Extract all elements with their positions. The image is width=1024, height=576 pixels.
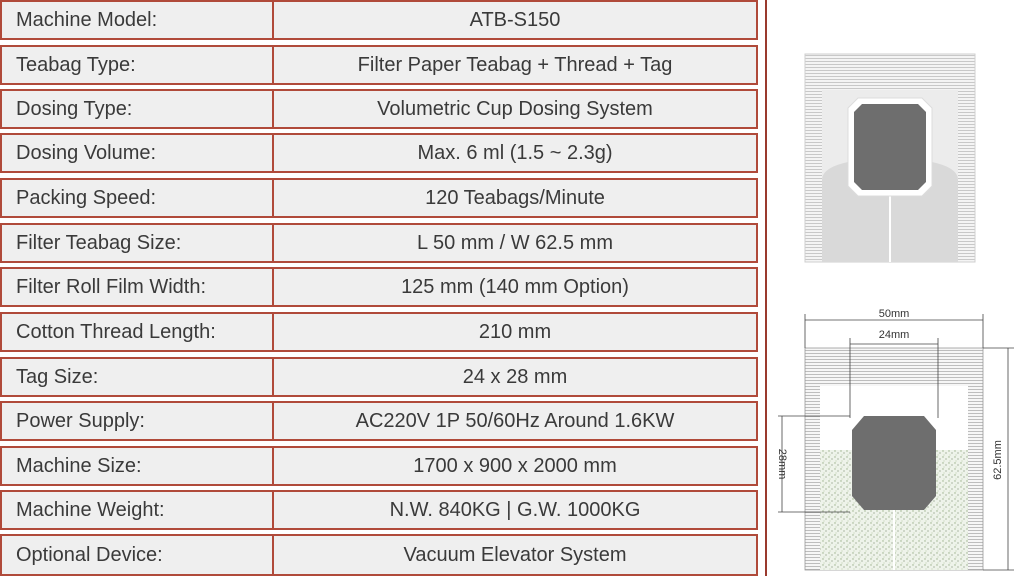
teabag-dimension-drawing [768,300,1022,574]
height-dimension-label: 62.5mm [992,440,1004,480]
spec-label: Filter Roll Film Width: [2,269,274,305]
spec-value: Volumetric Cup Dosing System [377,97,653,120]
spec-label: Dosing Volume: [2,135,274,171]
spec-value: Max. 6 ml (1.5 ~ 2.3g) [417,141,613,164]
spec-row [0,89,758,129]
spec-value: 210 mm [478,320,552,343]
spec-label: Power Supply: [2,403,274,439]
spec-label: Machine Model: [2,2,274,38]
spec-row [0,357,758,397]
spec-row [0,178,758,218]
spec-row [0,490,758,530]
spec-label: Teabag Type: [2,47,274,83]
spec-row [0,401,758,441]
spec-label: Dosing Type: [2,91,274,127]
spec-value: 24 x 28 mm [462,365,568,388]
spec-value: N.W. 840KG | G.W. 1000KG [389,498,641,521]
spec-value: 120 Teabags/Minute [425,186,605,209]
spec-value: ATB-S150 [469,8,561,31]
spec-label: Cotton Thread Length: [2,314,274,350]
spec-row [0,312,758,352]
spec-row [0,267,758,307]
teabag-illustration [800,50,982,265]
spec-row [0,223,758,263]
tag-height-dimension-label: 28mm [776,448,788,480]
spec-value: Vacuum Elevator System [403,543,627,566]
spec-row [0,45,758,85]
spec-label: Filter Teabag Size: [2,225,274,261]
spec-row [0,446,758,486]
spec-value: 1700 x 900 x 2000 mm [413,454,617,477]
spec-label: Machine Weight: [2,492,274,528]
tag-width-dimension-label: 24mm [878,329,910,341]
spec-row [0,534,758,576]
spec-value: L 50 mm / W 62.5 mm [417,231,613,254]
spec-row [0,0,758,40]
spec-label: Optional Device: [2,536,274,574]
spec-row [0,133,758,173]
spec-label: Tag Size: [2,359,274,395]
width-dimension-label: 50mm [878,308,910,320]
spec-value: Filter Paper Teabag + Thread + Tag [357,53,673,76]
spec-label: Packing Speed: [2,180,274,216]
spec-value: 125 mm (140 mm Option) [401,275,629,298]
divider-line [765,0,767,576]
spec-value: AC220V 1P 50/60Hz Around 1.6KW [355,409,675,432]
spec-label: Machine Size: [2,448,274,484]
